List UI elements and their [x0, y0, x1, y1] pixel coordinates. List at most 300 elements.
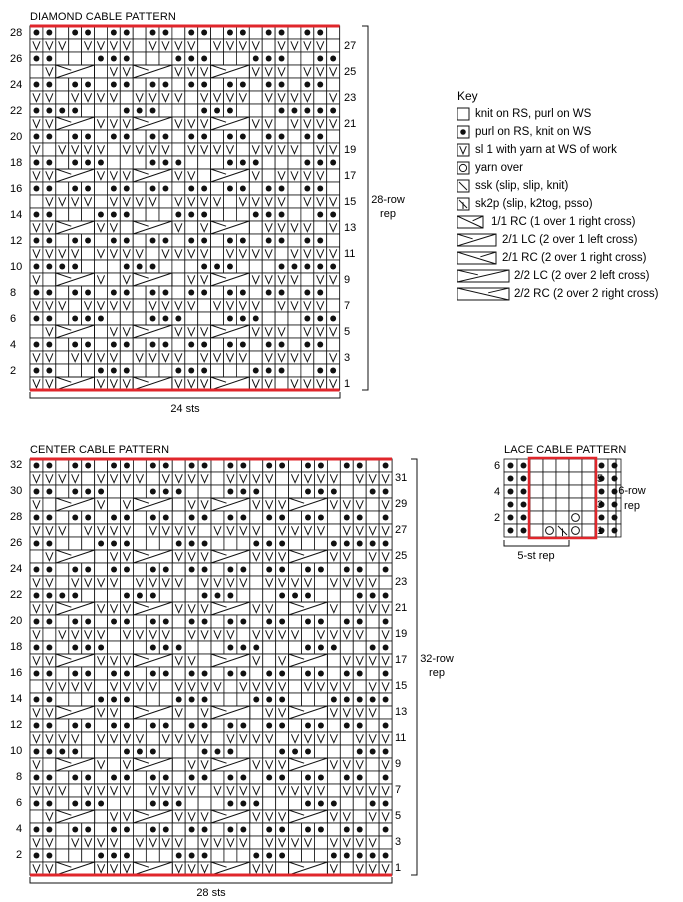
diamond-width-label: 24 sts [170, 403, 200, 415]
stitch-cell [543, 472, 556, 485]
purl-dot [72, 593, 78, 599]
stitch-cell [314, 221, 327, 234]
stitch-cell [301, 52, 314, 65]
stitch-cell [340, 589, 353, 602]
purl-dot [162, 290, 168, 296]
purl-dot [202, 593, 208, 599]
stitch-cell [211, 234, 224, 247]
purl-dot [201, 134, 207, 140]
purl-dot [521, 489, 527, 495]
purl-dot [357, 671, 363, 677]
purl-dot [279, 134, 285, 140]
stitch-cell [236, 143, 249, 156]
purl-dot [189, 567, 195, 573]
stitch-cell [56, 78, 69, 91]
row-number: 7 [344, 300, 351, 312]
purl-dot [201, 368, 207, 374]
stitch-cell [95, 823, 108, 836]
purl-dot [98, 801, 104, 807]
purl-dot [72, 619, 78, 625]
purl-dot [291, 264, 297, 270]
stitch-cell [133, 719, 146, 732]
stitch-cell [237, 745, 250, 758]
purl-dot [292, 593, 298, 599]
purl-dot [304, 134, 310, 140]
purl-dot [72, 723, 78, 729]
purl-dot [240, 463, 246, 469]
purl-dot [599, 515, 605, 521]
stitch-cell [146, 208, 159, 221]
purl-dot [33, 489, 39, 495]
stitch-cell [185, 836, 198, 849]
stitch-cell [250, 589, 263, 602]
purl-dot [46, 56, 52, 62]
stitch-cell [302, 628, 315, 641]
stitch-cell [530, 485, 543, 498]
purl-dot [33, 775, 39, 781]
stitch-cell [56, 312, 69, 325]
purl-dot [176, 697, 182, 703]
row-number: 15 [344, 196, 357, 208]
purl-dot [33, 801, 39, 807]
stitch-cell [250, 615, 263, 628]
purl-dot [150, 160, 156, 166]
purl-dot [111, 30, 117, 36]
stitch-cell [56, 511, 69, 524]
purl-dot [188, 82, 194, 88]
purl-dot [202, 853, 208, 859]
purl-dot [189, 463, 195, 469]
stitch-cell [198, 169, 211, 182]
stitch-cell [263, 485, 276, 498]
purl-dot [33, 82, 39, 88]
purl-dot [72, 108, 78, 114]
purl-dot [72, 515, 78, 521]
purl-dot [124, 593, 130, 599]
purl-dot [33, 30, 39, 36]
stitch-cell [82, 849, 95, 862]
stitch-cell [582, 511, 595, 524]
purl-dot [357, 463, 363, 469]
stitch-cell [211, 78, 224, 91]
stitch-cell [543, 511, 556, 524]
stitch-cell [556, 498, 569, 511]
stitch-cell [172, 130, 185, 143]
stitch-cell [30, 680, 43, 693]
stitch-cell [133, 693, 146, 706]
purl-dot [357, 853, 363, 859]
purl-dot [188, 238, 194, 244]
stitch-cell [121, 797, 134, 810]
row-number: 24 [10, 563, 23, 575]
purl-dot [162, 186, 168, 192]
purl-dot [508, 463, 514, 469]
row-number: 19 [344, 144, 357, 156]
purl-dot [189, 775, 195, 781]
stitch-cell [288, 156, 301, 169]
purl-dot [317, 56, 323, 62]
purl-dot [111, 697, 117, 703]
purl-dot [330, 316, 336, 322]
purl-dot [612, 502, 618, 508]
purl-dot [253, 697, 259, 703]
purl-dot [137, 749, 143, 755]
stitch-cell [262, 104, 275, 117]
stitch-cell [211, 52, 224, 65]
row-number: 29 [395, 498, 408, 510]
purl-dot [240, 186, 246, 192]
stitch-cell [198, 312, 211, 325]
purl-dot [176, 489, 182, 495]
purl-dot [521, 476, 527, 482]
stitch-cell [249, 91, 262, 104]
purl-dot [279, 368, 285, 374]
key-swatch [457, 162, 469, 174]
purl-dot [344, 827, 350, 833]
stitch-cell [276, 641, 289, 654]
purl-dot [124, 56, 130, 62]
stitch-cell [314, 576, 327, 589]
purl-dot [357, 723, 363, 729]
purl-dot [317, 264, 323, 270]
stitch-cell [95, 65, 108, 78]
purl-dot [304, 342, 310, 348]
purl-dot [331, 645, 337, 651]
purl-dot [72, 160, 78, 166]
stitch-cell [172, 667, 185, 680]
purl-dot [33, 212, 39, 218]
purl-dot [240, 290, 246, 296]
purl-dot [111, 775, 117, 781]
purl-dot [98, 368, 104, 374]
purl-dot [175, 56, 181, 62]
purl-dot [344, 515, 350, 521]
purl-dot [266, 463, 272, 469]
row-number: 12 [10, 235, 23, 247]
stitch-cell [289, 641, 302, 654]
stitch-cell [340, 641, 353, 654]
row-number: 28 [10, 511, 23, 523]
stitch-cell [211, 537, 224, 550]
stitch-cell [172, 628, 185, 641]
purl-dot [59, 593, 65, 599]
stitch-cell [366, 771, 379, 784]
purl-dot [370, 645, 376, 651]
purl-dot [344, 619, 350, 625]
diamond-chart-title: DIAMOND CABLE PATTERN [30, 11, 176, 23]
purl-dot [253, 801, 259, 807]
stitch-cell [211, 208, 224, 221]
purl-dot [240, 160, 246, 166]
stitch-cell [108, 745, 121, 758]
stitch-cell [211, 771, 224, 784]
stitch-cell [56, 771, 69, 784]
stitch-cell [56, 641, 69, 654]
row-number: 18 [10, 157, 23, 169]
center-rep-bracket [411, 459, 417, 875]
stitch-cell [133, 459, 146, 472]
purl-dot [202, 541, 208, 547]
purl-dot [72, 134, 78, 140]
purl-dot [266, 619, 272, 625]
stitch-cell [224, 680, 237, 693]
stitch-cell [56, 459, 69, 472]
purl-dot [317, 368, 323, 374]
purl-dot [240, 619, 246, 625]
key-title: Key [457, 89, 478, 103]
purl-dot [162, 30, 168, 36]
stitch-cell [530, 511, 543, 524]
purl-dot [279, 671, 285, 677]
row-number: 11 [344, 248, 356, 260]
purl-dot [227, 186, 233, 192]
stitch-cell [289, 823, 302, 836]
purl-dot [370, 697, 376, 703]
purl-dot [240, 316, 246, 322]
purl-dot [253, 56, 259, 62]
purl-dot [266, 671, 272, 677]
purl-dot [317, 290, 323, 296]
purl-dot [370, 853, 376, 859]
purl-dot [612, 476, 618, 482]
purl-dot [163, 463, 169, 469]
purl-dot [266, 290, 272, 296]
stitch-cell [582, 498, 595, 511]
row-number: 27 [344, 40, 357, 52]
purl-dot [33, 264, 39, 270]
purl-dot [599, 463, 605, 469]
purl-dot [150, 515, 156, 521]
stitch-cell [30, 810, 43, 823]
purl-dot [305, 723, 311, 729]
purl-dot [72, 342, 78, 348]
purl-dot [59, 108, 65, 114]
purl-dot [98, 697, 104, 703]
stitch-cell [133, 286, 146, 299]
stitch-cell [366, 511, 379, 524]
purl-dot [240, 827, 246, 833]
center-rep-label-line2: rep [429, 667, 445, 679]
purl-dot [202, 619, 208, 625]
purl-dot [59, 264, 65, 270]
purl-dot [163, 827, 169, 833]
stitch-cell [133, 78, 146, 91]
purl-dot [305, 567, 311, 573]
purl-dot [111, 82, 117, 88]
stitch-cell [530, 472, 543, 485]
purl-dot [162, 160, 168, 166]
purl-dot [46, 749, 52, 755]
purl-dot [201, 82, 207, 88]
stitch-cell [289, 459, 302, 472]
stitch-cell [133, 485, 146, 498]
purl-dot [304, 264, 310, 270]
purl-dot [330, 368, 336, 374]
stitch-cell [133, 563, 146, 576]
stitch-cell [211, 485, 224, 498]
purl-dot [202, 827, 208, 833]
purl-dot [137, 264, 143, 270]
stitch-cell [159, 537, 172, 550]
purl-dot [85, 290, 91, 296]
lace-width-label: 5-st rep [517, 550, 555, 562]
stitch-cell [327, 524, 340, 537]
purl-dot [344, 775, 350, 781]
row-number: 22 [10, 105, 23, 117]
stitch-cell [262, 39, 275, 52]
row-number: 6 [494, 460, 501, 472]
purl-dot [189, 671, 195, 677]
stitch-cell [379, 706, 392, 719]
purl-dot [111, 463, 117, 469]
stitch-cell [95, 615, 108, 628]
stitch-cell [211, 693, 224, 706]
lace-cable-chart [494, 444, 646, 562]
stitch-cell [82, 208, 95, 221]
row-number: 23 [344, 92, 357, 104]
purl-dot [202, 723, 208, 729]
stitch-cell [249, 130, 262, 143]
stitch-cell [237, 628, 250, 641]
purl-dot [188, 30, 194, 36]
purl-dot [175, 316, 181, 322]
stitch-cell [289, 680, 302, 693]
stitch-cell [56, 182, 69, 195]
stitch-cell [69, 299, 82, 312]
purl-dot [202, 515, 208, 521]
stitch-cell [95, 667, 108, 680]
stitch-cell [263, 641, 276, 654]
stitch-cell [107, 273, 120, 286]
purl-dot [227, 775, 233, 781]
stitch-cell [275, 312, 288, 325]
stitch-cell [69, 39, 82, 52]
purl-dot [317, 212, 323, 218]
purl-dot [124, 212, 130, 218]
stitch-cell [95, 719, 108, 732]
stitch-cell [288, 338, 301, 351]
row-number: 14 [10, 209, 23, 221]
purl-dot [357, 567, 363, 573]
purl-dot [98, 541, 104, 547]
stitch-cell [289, 563, 302, 576]
purl-dot [150, 316, 156, 322]
purl-dot [124, 238, 130, 244]
stitch-cell [211, 511, 224, 524]
purl-dot [305, 775, 311, 781]
stitch-cell [288, 52, 301, 65]
stitch-cell [530, 524, 543, 537]
purl-dot [266, 212, 272, 218]
purl-dot [508, 476, 514, 482]
stitch-cell [237, 589, 250, 602]
row-number: 16 [10, 183, 23, 195]
stitch-cell [263, 784, 276, 797]
diamond-odd-row-numbers [344, 40, 356, 390]
stitch-cell [262, 260, 275, 273]
stitch-cell [327, 563, 340, 576]
row-number: 5 [395, 810, 402, 822]
stitch-cell [366, 628, 379, 641]
purl-dot [279, 212, 285, 218]
stitch-cell [302, 693, 315, 706]
purl-dot [201, 290, 207, 296]
key-label-11rc: 1/1 RC (1 over 1 right cross) [491, 216, 636, 228]
row-number: 20 [10, 131, 23, 143]
purl-dot [33, 515, 39, 521]
purl-dot [150, 619, 156, 625]
stitch-cell [237, 537, 250, 550]
center-rep-label-line1: 32-row [420, 653, 454, 665]
purl-dot [189, 853, 195, 859]
purl-dot [85, 342, 91, 348]
stitch-cell [185, 641, 198, 654]
purl-dot [508, 515, 514, 521]
purl-dot [163, 619, 169, 625]
stitch-cell [211, 823, 224, 836]
stitch-cell [198, 797, 211, 810]
stitch-cell [172, 26, 185, 39]
purl-dot [266, 723, 272, 729]
purl-dot [331, 697, 337, 703]
row-number: 1 [395, 862, 402, 874]
purl-dot [279, 186, 285, 192]
stitch-cell [366, 615, 379, 628]
purl-dot [124, 108, 130, 114]
purl-dot [111, 853, 117, 859]
row-number: 3 [344, 352, 351, 364]
row-number: 19 [395, 628, 408, 640]
purl-dot [357, 775, 363, 781]
purl-dot [150, 463, 156, 469]
stitch-cell [327, 719, 340, 732]
stitch-cell [95, 182, 108, 195]
purl-dot [124, 697, 130, 703]
stitch-cell [172, 143, 185, 156]
stitch-cell [236, 260, 249, 273]
stitch-cell [56, 156, 69, 169]
stitch-cell [249, 234, 262, 247]
purl-dot [317, 238, 323, 244]
purl-dot [46, 489, 52, 495]
center-stitch-grid [30, 459, 392, 875]
row-number: 8 [10, 287, 17, 299]
purl-dot [188, 56, 194, 62]
diamond-rep-bracket [362, 26, 368, 390]
stitch-cell [107, 260, 120, 273]
key-label-ssk: ssk (slip, slip, knit) [475, 180, 569, 192]
purl-dot [279, 290, 285, 296]
purl-dot [150, 567, 156, 573]
row-number: 8 [16, 771, 23, 783]
stitch-cell [569, 472, 582, 485]
purl-dot [318, 619, 324, 625]
purl-dot [227, 489, 233, 495]
purl-dot [111, 342, 117, 348]
purl-dot [612, 489, 618, 495]
purl-dot [111, 368, 117, 374]
purl-dot [253, 160, 259, 166]
purl-dot [72, 749, 78, 755]
purl-dot [383, 645, 389, 651]
stitch-cell [289, 537, 302, 550]
purl-dot [124, 368, 130, 374]
purl-dot [72, 264, 78, 270]
stitch-cell [82, 537, 95, 550]
stitch-cell [211, 364, 224, 377]
purl-dot [33, 316, 39, 322]
stitch-cell [172, 78, 185, 91]
